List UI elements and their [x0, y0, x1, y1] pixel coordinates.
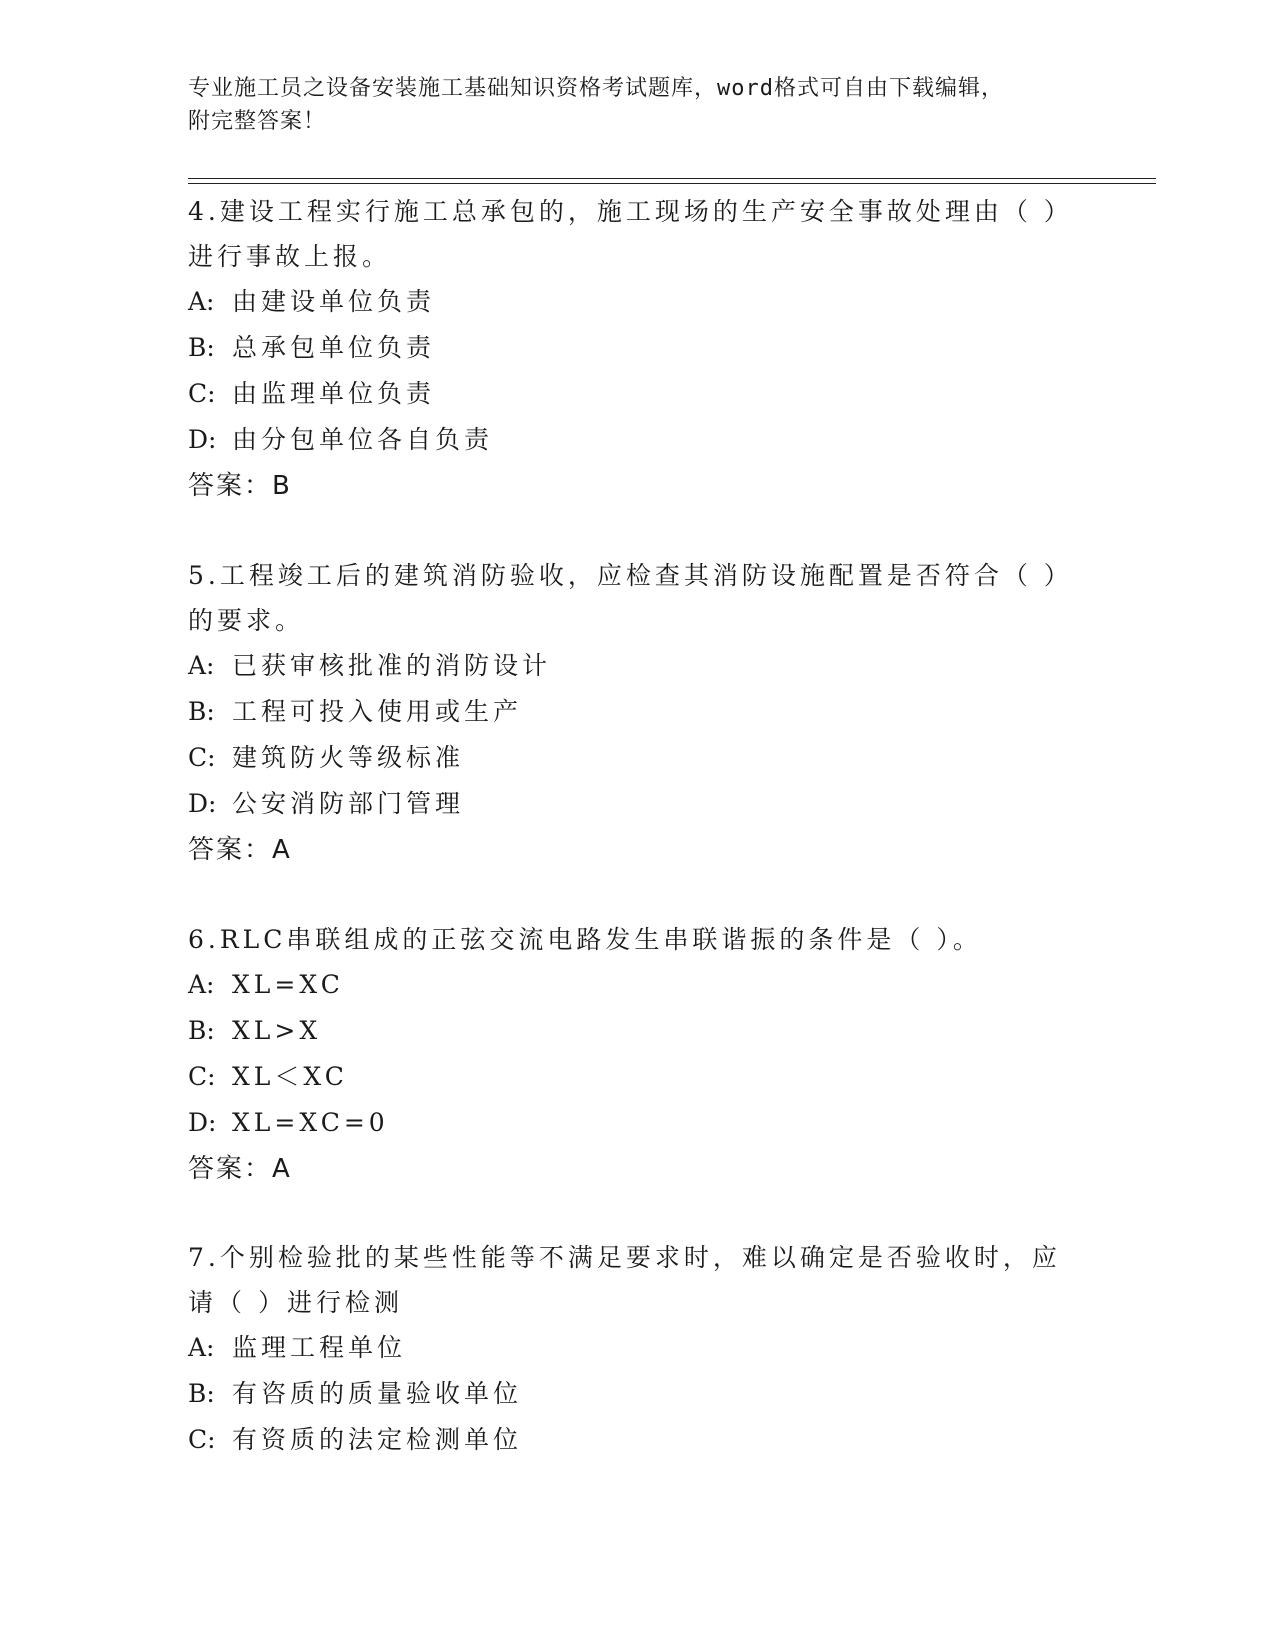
option-d	[188, 417, 1088, 463]
question-stem-line: 4.建设工程实行施工总承包的，施工现场的生产安全事故处理由（ ）	[188, 197, 1073, 226]
question-5	[188, 553, 1088, 873]
option-text: 总承包单位负责	[232, 333, 436, 362]
option-letter: C:	[188, 1425, 216, 1454]
option-b	[188, 1371, 1088, 1417]
option-text: 已获审核批准的消防设计	[232, 651, 552, 680]
option-text: 工程可投入使用或生产	[232, 697, 523, 726]
option-letter: B:	[188, 697, 215, 726]
option-b	[188, 1008, 1088, 1054]
option-text: XL＜XC	[232, 1062, 348, 1091]
option-b	[188, 689, 1088, 735]
option-c	[188, 1417, 1088, 1463]
header-divider-bottom	[188, 183, 1156, 184]
header-line-2: 附完整答案！	[188, 109, 327, 134]
option-text: 由建设单位负责	[232, 287, 436, 316]
option-a	[188, 643, 1088, 689]
option-text: XL=XC=0	[232, 1108, 389, 1137]
option-d	[188, 781, 1088, 827]
option-letter: C:	[188, 379, 216, 408]
answer-line: 答案：B	[188, 471, 292, 501]
option-letter: B:	[188, 333, 215, 362]
option-letter: B:	[188, 1016, 215, 1045]
option-letter: C:	[188, 1062, 216, 1091]
question-6	[188, 917, 1088, 1192]
answer-line: 答案：A	[188, 1154, 292, 1184]
option-text: 建筑防火等级标准	[232, 743, 465, 772]
option-letter: D:	[188, 425, 217, 454]
option-letter: A:	[188, 970, 215, 999]
header-divider-top	[188, 178, 1156, 179]
option-letter: D:	[188, 1108, 217, 1137]
option-letter: A:	[188, 1333, 215, 1362]
option-text: 监理工程单位	[232, 1333, 407, 1362]
option-letter: B:	[188, 1379, 215, 1408]
option-letter: A:	[188, 287, 215, 316]
option-text: XL>X	[232, 1016, 322, 1045]
option-b	[188, 325, 1088, 371]
answer-line: 答案：A	[188, 835, 292, 865]
option-a	[188, 279, 1088, 325]
option-c	[188, 371, 1088, 417]
question-stem-line: 请（ ）进行检测	[188, 1288, 403, 1317]
option-c	[188, 735, 1088, 781]
option-letter: C:	[188, 743, 216, 772]
option-text: 公安消防部门管理	[232, 789, 465, 818]
question-4	[188, 189, 1088, 509]
option-text: 有咨质的质量验收单位	[232, 1379, 523, 1408]
question-stem-line: 5.工程竣工后的建筑消防验收，应检查其消防设施配置是否符合（ ）	[188, 561, 1073, 590]
option-letter: D:	[188, 789, 217, 818]
question-stem-line: 7.个别检验批的某些性能等不满足要求时，难以确定是否验收时，应	[188, 1243, 1061, 1272]
option-d	[188, 1100, 1088, 1146]
option-text: 由监理单位负责	[232, 379, 436, 408]
option-letter: A:	[188, 651, 215, 680]
header-line-1: 专业施工员之设备安装施工基础知识资格考试题库，word格式可自由下载编辑，	[188, 76, 1004, 101]
option-text: 由分包单位各自负责	[232, 425, 494, 454]
question-stem-line: 的要求。	[188, 606, 305, 635]
question-7	[188, 1235, 1088, 1463]
option-c	[188, 1054, 1088, 1100]
option-a	[188, 1325, 1088, 1371]
question-stem-line: 进行事故上报。	[188, 242, 392, 271]
option-a	[188, 962, 1088, 1008]
option-text: XL=XC	[232, 970, 344, 999]
option-text: 有资质的法定检测单位	[232, 1425, 523, 1454]
document-header	[188, 72, 1088, 138]
question-stem-line: 6.RLC串联组成的正弦交流电路发生串联谐振的条件是（ ）。	[188, 925, 982, 954]
